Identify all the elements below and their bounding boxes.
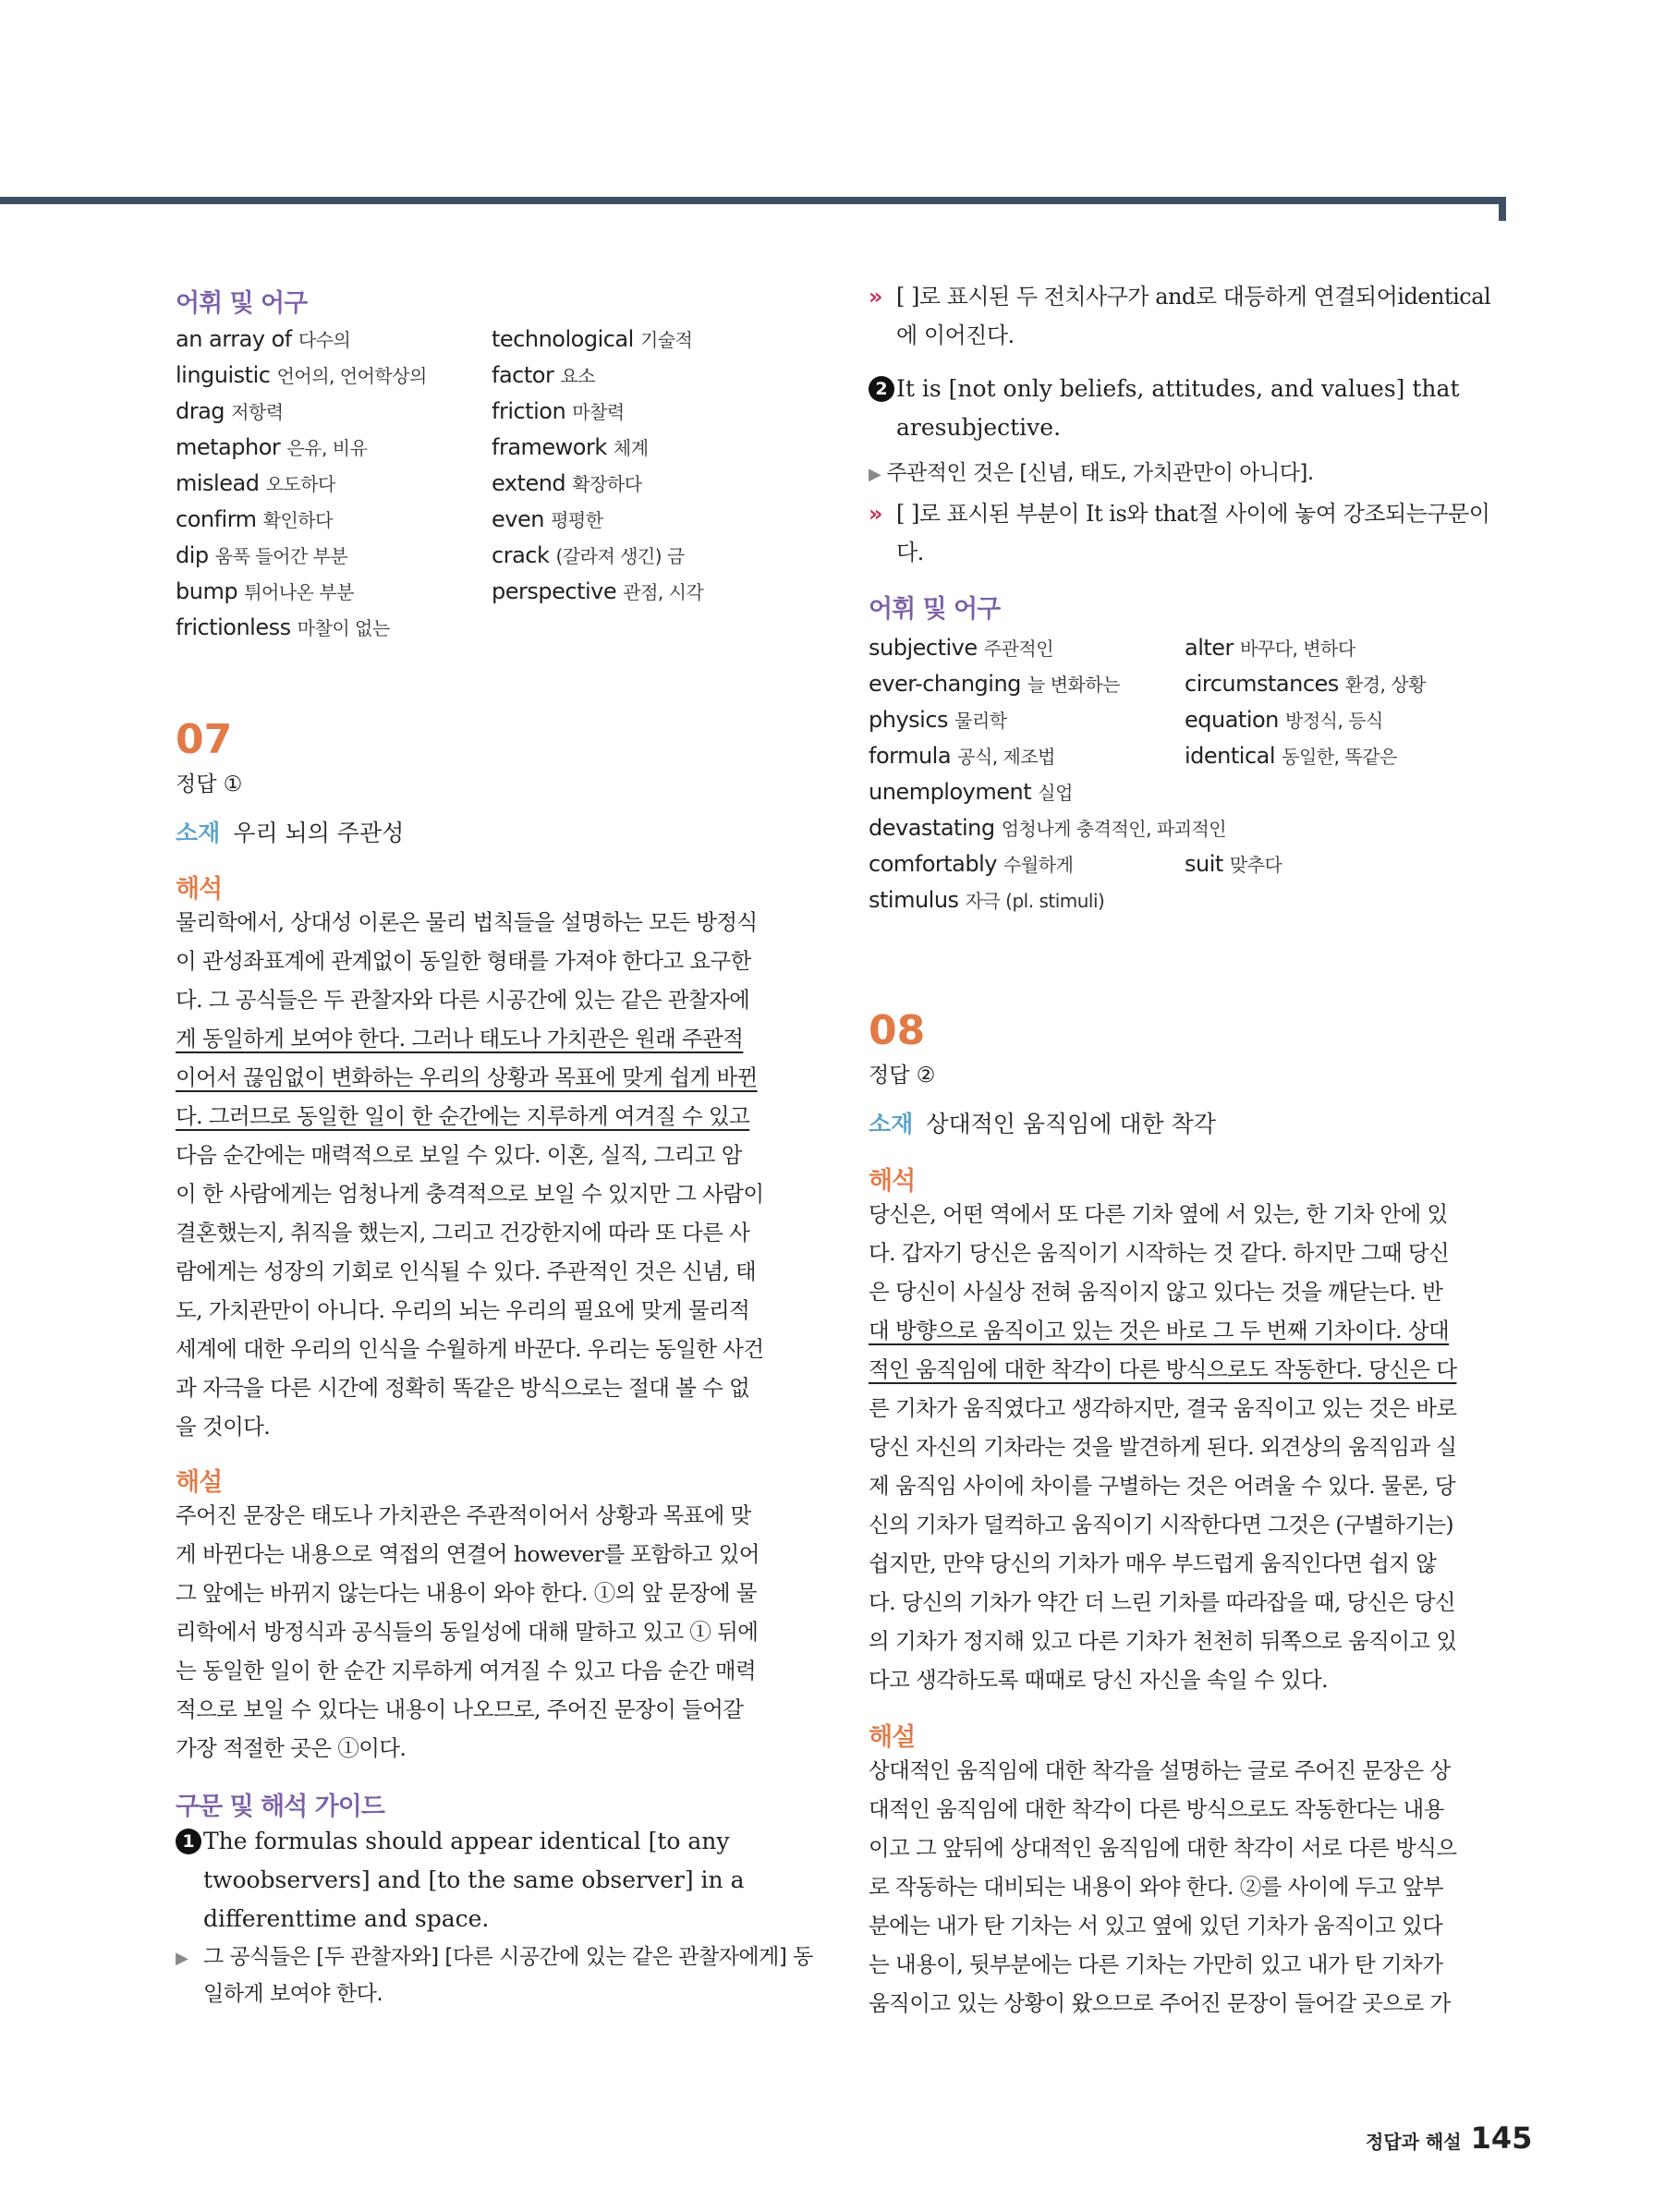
interp-line: 당신 자신의 기차라는 것을 발견하게 된다. 외견상의 움직임과 실 (869, 1434, 1457, 1460)
vocab-ko: 언어의, 언어학상의 (276, 365, 427, 387)
vocab-row (869, 666, 1506, 702)
vocab-ko: 관점, 시각 (623, 581, 704, 603)
interp-line: 제 움직임 사이에 차이를 구별하는 것은 어려울 수 있다. 물론, 당 (869, 1473, 1455, 1499)
vocab-item (176, 430, 480, 466)
vocab-item (176, 466, 480, 502)
vocab-en: frictionless (176, 614, 298, 640)
interp-line: 을 것이다. (176, 1414, 271, 1440)
vocab-ko: 맞추다 (1229, 854, 1282, 876)
vocab-en: drag (176, 398, 232, 424)
vocab-en: physics (869, 707, 955, 733)
page-footer (1366, 2121, 1532, 2156)
vocab-ko: 튀어나온 부분 (244, 581, 354, 603)
vocab-item (492, 322, 796, 358)
note-line: 구문이다. (896, 501, 1490, 565)
vocab-en: comfortably (869, 851, 1004, 877)
expl-line: 는 동일한 일이 한 순간 지루하게 여겨질 수 있고 다음 순간 매력 (176, 1658, 757, 1683)
double-arrow-icon: » (869, 501, 883, 527)
interp-line: 신의 기차가 덜컥하고 움직이기 시작한다면 그것은 (구별하기는) (869, 1512, 1453, 1537)
expl-line: 게 바뀐다는 내용으로 역접의 연결어 however를 포함하고 있어 (176, 1541, 760, 1567)
vocab-ko: 평평한 (551, 509, 603, 531)
vocab-en: subjective (869, 635, 984, 661)
interp-title-07: 해석 (176, 875, 223, 904)
guide-trans-line: 그 공식들은 [두 관찰자와] [다른 시공간에 있는 같은 관찰자에게] 동 (203, 1945, 813, 1969)
interp-line: 쉽지만, 만약 당신의 기차가 매우 부드럽게 움직인다면 쉽지 않 (869, 1550, 1437, 1576)
vocab-item (492, 358, 796, 394)
interp-line: 과 자극을 다른 시간에 정확히 똑같은 방식으로는 절대 볼 수 없 (176, 1375, 750, 1401)
expl-line: 주어진 문장은 태도나 가치관은 주관적이어서 상황과 목표에 맞 (176, 1502, 751, 1528)
guide-2 (869, 370, 1506, 441)
vocab-en: framework (492, 434, 614, 460)
vocab-ko: 늘 변화하는 (1027, 674, 1120, 696)
vocab-item (176, 358, 480, 394)
vocab-en: ever-changing (869, 671, 1028, 697)
interp-body-07 (176, 903, 813, 1446)
interp-line: 게 동일하게 보여야 한다. 그러나 태도나 가치관은 원래 주관적 (176, 1026, 744, 1051)
vocab-item (176, 394, 480, 430)
expl-line: 움직이고 있는 상황이 왔으므로 주어진 문장이 들어갈 곳으로 가 (869, 1990, 1451, 2016)
vocab-en2 (1185, 666, 1426, 703)
interp-line: 른 기차가 움직였다고 생각하지만, 결국 움직이고 있는 것은 바로 (869, 1395, 1457, 1421)
vocab-ko: 방정식, 등식 (1285, 710, 1383, 732)
vocab-ko: 저항력 (231, 401, 284, 423)
vocab-ko: 다수의 (298, 329, 351, 351)
vocab-item (492, 394, 796, 430)
vocab-item (176, 574, 480, 610)
guide-line: It is [not only beliefs, attitudes, and values] that are (896, 375, 1460, 441)
expl-body-08 (869, 1751, 1506, 2023)
header-rule-tick (1499, 197, 1506, 221)
vocab-en: formula (869, 743, 958, 769)
vocab-en: identical (1185, 743, 1282, 769)
vocab-ko: 오도하다 (265, 473, 335, 495)
vocab-en: an array of (176, 326, 298, 352)
vocab-en: devastating (869, 815, 1002, 841)
guide-1-number: 1 (176, 1829, 201, 1854)
expl-line: 이고 그 앞뒤에 상대적인 움직임에 대한 착각이 서로 다른 방식으 (869, 1835, 1457, 1861)
note-line: [ ]로 표시된 두 전치사구가 and로 대등하게 연결되어 (896, 284, 1398, 310)
interp-body-08 (869, 1195, 1506, 1699)
guide-2-text (896, 370, 1506, 447)
vocab-ko: 동일한, 똑같은 (1282, 746, 1397, 768)
interp-line: 다. 그러므로 동일한 일이 한 순간에는 지루하게 여겨질 수 있고 (176, 1103, 750, 1129)
vocab-en2 (1185, 702, 1383, 739)
vocab-ko: 체계 (613, 437, 649, 459)
vocab-en2 (1185, 738, 1397, 775)
vocab-row (869, 810, 1506, 846)
guide-1-translation (176, 1939, 813, 2006)
triangle-bullet-icon: ▶ (869, 465, 881, 484)
expl-line: 분에는 내가 탄 기차는 서 있고 옆에 있던 기차가 움직이고 있다 (869, 1913, 1443, 1939)
vocab-item (492, 538, 796, 574)
answer-07: 정답 ① (176, 772, 243, 796)
vocab-row (869, 774, 1506, 810)
interp-line: 도, 가치관만이 아니다. 우리의 뇌는 우리의 필요에 맞게 물리적 (176, 1297, 750, 1323)
vocab-item (492, 466, 796, 502)
topic-07 (176, 815, 404, 848)
vocab-ko: 마찰이 없는 (297, 617, 390, 639)
vocab-en: factor (492, 362, 561, 388)
interp-line: 대 방향으로 움직이고 있는 것은 바로 그 두 번째 기차이다. 상대 (869, 1318, 1450, 1343)
vocab-row (869, 738, 1506, 774)
triangle-bullet-icon: ▶ (176, 1949, 188, 1968)
expl-title-08: 해설 (869, 1723, 916, 1752)
expl-line: 상대적인 움직임에 대한 착각을 설명하는 글로 주어진 문장은 상 (869, 1757, 1451, 1783)
guide-line: subjective. (934, 414, 1062, 441)
vocab-item (492, 574, 796, 610)
vocab-en2 (1185, 846, 1282, 883)
expl-line: 그 앞에는 바뀌지 않는다는 내용이 와야 한다. ①의 앞 문장에 물 (176, 1580, 757, 1606)
header-rule (0, 197, 1506, 204)
note-1 (869, 277, 1506, 348)
interp-line: 이 관성좌표계에 관계없이 동일한 형태를 가져야 한다고 요구한 (176, 948, 751, 974)
vocab-item (492, 430, 796, 466)
vocab-en: unemployment (869, 779, 1039, 805)
interp-line: 적인 움직임에 대한 착각이 다른 방식으로도 작동한다. 당신은 다 (869, 1356, 1457, 1382)
note-line: [ ]로 표시된 부분이 It is와 that절 사이에 놓여 강조되는 (896, 501, 1428, 527)
right-vocab (869, 630, 1506, 918)
interp-line: 결혼했는지, 취직을 했는지, 그리고 건강한지에 따라 또 다른 사 (176, 1220, 750, 1246)
guide-trans-line: 일하게 보여야 한다. (203, 1982, 383, 2006)
vocab-en: technological (492, 326, 640, 352)
interp-line: 다. 그 공식들은 두 관찰자와 다른 시공간에 있는 같은 관찰자에 (176, 987, 750, 1013)
interp-line: 은 당신이 사실상 전혀 움직이지 않고 있다는 것을 깨닫는다. 반 (869, 1279, 1443, 1305)
vocab-en: linguistic (176, 362, 277, 388)
answer-08: 정답 ② (869, 1063, 936, 1088)
expl-line: 적으로 보일 수 있다는 내용이 나오므로, 주어진 문장이 들어갈 (176, 1696, 744, 1722)
vocab-en: bump (176, 578, 245, 604)
interp-line: 다고 생각하도록 때때로 당신 자신을 속일 수 있다. (869, 1667, 1328, 1693)
vocab-row (869, 702, 1506, 738)
vocab-ko: 공식, 제조법 (957, 746, 1055, 768)
left-vocab-col1 (176, 322, 480, 646)
expl-line: 대적인 움직임에 대한 착각이 다른 방식으로도 작동한다는 내용 (869, 1796, 1444, 1822)
topic-label: 소재 (869, 1111, 914, 1137)
note-line: identical에 이어진다. (896, 284, 1491, 348)
expl-title-07: 해설 (176, 1468, 223, 1497)
left-vocab-title: 어휘 및 어구 (176, 289, 308, 318)
vocab-ko: 확장하다 (572, 473, 642, 495)
vocab-en2 (1185, 630, 1355, 667)
guide-1-text (203, 1822, 813, 1939)
vocab-en: extend (492, 470, 573, 496)
expl-line: 는 내용이, 뒷부분에는 다른 기차는 가만히 있고 내가 탄 기차가 (869, 1951, 1443, 1977)
vocab-row (869, 882, 1506, 918)
interp-line: 이 한 사람에게는 엄청나게 충격적으로 보일 수 있지만 그 사람이 (176, 1181, 764, 1207)
vocab-en: friction (492, 398, 573, 424)
interp-line: 다. 갑자기 당신은 움직이기 시작하는 것 같다. 하지만 그때 당신 (869, 1240, 1450, 1266)
footer-label: 정답과 해설 (1366, 2131, 1462, 2153)
vocab-item (176, 322, 480, 358)
expl-line: 로 작동하는 대비되는 내용이 와야 한다. ②를 사이에 두고 앞부 (869, 1874, 1444, 1900)
interp-title-08: 해석 (869, 1167, 916, 1196)
guide-line: The formulas should appear identical [to any two (203, 1828, 730, 1893)
vocab-ko: 수월하게 (1003, 854, 1074, 876)
interp-line: 세계에 대한 우리의 인식을 수월하게 바꾼다. 우리는 동일한 사건 (176, 1336, 764, 1362)
guide-1 (176, 1822, 813, 1932)
vocab-item (176, 610, 480, 646)
vocab-en: confirm (176, 506, 263, 532)
vocab-ko: 마찰력 (572, 401, 625, 423)
vocab-en: perspective (492, 578, 624, 604)
vocab-en: alter (1185, 635, 1241, 661)
guide-line: time and space. (304, 1905, 490, 1932)
vocab-en: crack (492, 542, 556, 568)
vocab-ko: 자극 (pl. stimuli) (965, 890, 1105, 912)
guide-title: 구문 및 해석 가이드 (176, 1793, 384, 1821)
vocab-en: even (492, 506, 552, 532)
vocab-ko: 환경, 상황 (1344, 674, 1426, 696)
interp-line: 물리학에서, 상대성 이론은 물리 법칙들을 설명하는 모든 방정식 (176, 909, 758, 935)
vocab-en: metaphor (176, 434, 287, 460)
interp-line: 다음 순간에는 매력적으로 보일 수 있다. 이혼, 실직, 그리고 암 (176, 1142, 742, 1168)
interp-line: 이어서 끊임없이 변화하는 우리의 상황과 목표에 맞게 쉽게 바뀐 (176, 1064, 758, 1090)
vocab-en: circumstances (1185, 671, 1345, 697)
vocab-item (176, 538, 480, 574)
guide-line: observers] and [to the same observer] in a different (203, 1866, 745, 1932)
vocab-ko: 기술적 (639, 329, 693, 351)
vocab-en: stimulus (869, 887, 966, 913)
vocab-en: mislead (176, 470, 266, 496)
guide-2-translation: ▶ 주관적인 것은 [신념, 태도, 가치관만이 아니다]. (869, 461, 1314, 485)
note-2 (869, 494, 1506, 565)
expl-line: 가장 적절한 곳은 ①이다. (176, 1735, 407, 1761)
vocab-en: equation (1185, 707, 1286, 733)
interp-line: 다. 당신의 기차가 약간 더 느린 기차를 따라잡을 때, 당신은 당신 (869, 1589, 1455, 1615)
vocab-ko: 바꾸다, 변하다 (1240, 638, 1355, 660)
vocab-ko: 확인하다 (262, 509, 333, 531)
interp-line: 람에게는 성장의 기회로 인식될 수 있다. 주관적인 것은 신념, 태 (176, 1258, 757, 1284)
vocab-ko: 움푹 들어간 부분 (214, 545, 348, 567)
question-number-08: 08 (869, 1007, 926, 1054)
topic-label: 소재 (176, 820, 221, 846)
topic-text: 우리 뇌의 주관성 (233, 820, 405, 846)
vocab-ko: 실업 (1038, 782, 1073, 804)
vocab-ko: 물리학 (954, 710, 1007, 732)
vocab-row (869, 630, 1506, 666)
vocab-en: dip (176, 542, 215, 568)
expl-body-07 (176, 1496, 813, 1768)
left-vocab-col2 (492, 322, 796, 610)
expl-line: 리학에서 방정식과 공식들의 동일성에 대해 말하고 있고 ① 뒤에 (176, 1619, 759, 1645)
page-number: 145 (1470, 2121, 1533, 2156)
double-arrow-icon: » (869, 284, 883, 310)
topic-08 (869, 1106, 1216, 1139)
question-number-07: 07 (176, 716, 233, 763)
vocab-ko: (갈라져 생긴) 금 (555, 545, 685, 567)
vocab-ko: 엄청나게 충격적인, 파괴적인 (1001, 818, 1227, 840)
vocab-item (492, 502, 796, 538)
vocab-en: suit (1185, 851, 1230, 877)
vocab-ko: 요소 (560, 365, 596, 387)
topic-text: 상대적인 움직임에 대한 착각 (926, 1111, 1216, 1137)
right-vocab-title: 어휘 및 어구 (869, 595, 1001, 624)
interp-line: 당신은, 어떤 역에서 또 다른 기차 옆에 서 있는, 한 기차 안에 있 (869, 1201, 1448, 1227)
interp-line: 의 기차가 정지해 있고 다른 기차가 천천히 뒤쪽으로 움직이고 있 (869, 1628, 1457, 1654)
guide-2-number: 2 (869, 376, 894, 402)
vocab-ko: 주관적인 (983, 638, 1054, 660)
vocab-row (869, 846, 1506, 882)
vocab-ko: 은유, 비유 (286, 437, 368, 459)
vocab-item (176, 502, 480, 538)
